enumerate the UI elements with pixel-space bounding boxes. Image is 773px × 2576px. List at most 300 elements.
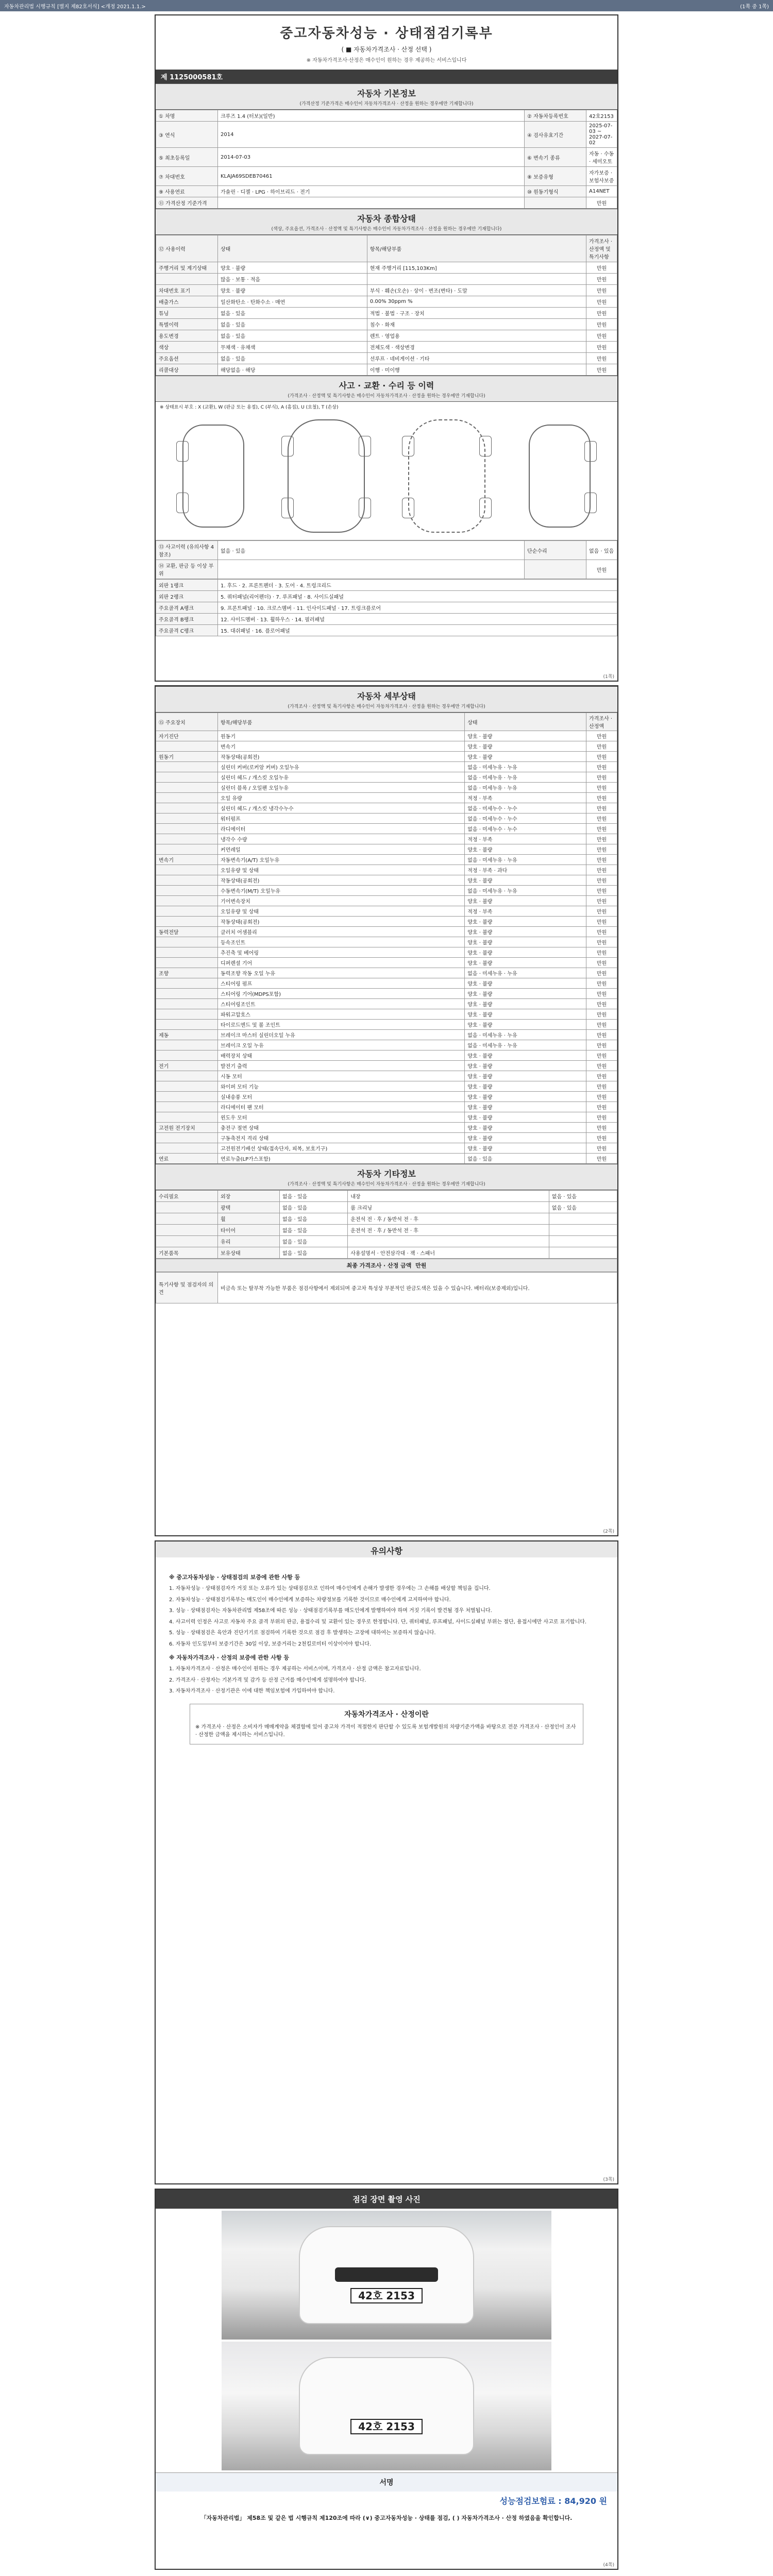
detail-status-cell: [156, 803, 218, 814]
detail-status-row: [156, 1081, 617, 1092]
overall-status-cell: 부식 · 훼손(오손) · 상이 · 변조(변타) · 도말: [367, 285, 586, 296]
other-info-row: [156, 1247, 617, 1259]
other-info-cell: 운전석 전 · 후 / 동반석 전 · 후: [348, 1213, 549, 1225]
detail-status-cell: 작동상태(공회전): [218, 875, 465, 886]
accident-history-cell: ⑬ 사고이력 (유의사항 4 참조): [156, 541, 218, 560]
detail-status-cell: [156, 989, 218, 999]
overall-status-cell: 차대번호 표기: [156, 285, 218, 296]
overall-status-cell: 만원: [586, 330, 617, 342]
page-2: [155, 685, 618, 1536]
detail-status-cell: [156, 958, 218, 968]
basic-info-cell: ⑩ 원동기형식: [525, 186, 586, 197]
detail-status-cell: [156, 978, 218, 989]
other-info-cell: 기본품목: [156, 1247, 218, 1259]
detail-status-cell: 실린더 헤드 / 개스킷 냉각수누수: [218, 803, 465, 814]
detail-status-row: [156, 814, 617, 824]
detail-status-cell: 양호 · 불량: [465, 958, 586, 968]
overall-status-cell: 무채색 · 유채색: [218, 342, 367, 353]
detail-status-cell: [156, 824, 218, 834]
detail-status-cell: [156, 1133, 218, 1143]
detail-status-cell: 적정 · 부족: [465, 834, 586, 844]
overall-status-cell: 만원: [586, 353, 617, 364]
page-label: (1쪽): [603, 674, 614, 680]
overall-status-cell: 없음 · 있음: [218, 353, 367, 364]
overall-status-cell: 없음 · 있음: [218, 308, 367, 319]
detail-status-cell: 만원: [586, 1112, 617, 1123]
overall-status-cell: 용도변경: [156, 330, 218, 342]
insurance-fee: 성능점검보험료 : 84,920 원: [499, 2496, 607, 2506]
overall-status-cell: 양호 · 불량: [218, 262, 367, 274]
detail-status-cell: [156, 1040, 218, 1050]
detail-status-row: [156, 1040, 617, 1050]
detail-status-cell: 없음 · 미세누유 · 누유: [465, 855, 586, 865]
detail-status-cell: [156, 1092, 218, 1102]
panel-rank-row: [156, 625, 617, 636]
other-info-cell: 없음 · 있음: [280, 1225, 348, 1236]
detail-status-cell: 워터펌프: [218, 814, 465, 824]
basic-info-cell: ⑨ 사용연료: [156, 186, 218, 197]
detail-status-cell: [156, 1020, 218, 1030]
detail-status-header-cell: 가격조사 · 산정액: [586, 713, 617, 731]
detail-status-row: [156, 1112, 617, 1123]
detail-status-cell: 와이퍼 모터 기능: [218, 1081, 465, 1092]
accident-history-row: [156, 560, 617, 579]
detail-status-cell: 만원: [586, 989, 617, 999]
basic-info-cell: ⑧ 보증유형: [525, 167, 586, 186]
other-info-cell: [348, 1236, 549, 1247]
overall-status-row: [156, 319, 617, 330]
detail-status-cell: 없음 · 미세누유 · 누유: [465, 1040, 586, 1050]
detail-status-cell: 양호 · 불량: [465, 1009, 586, 1020]
detail-status-cell: 만원: [586, 865, 617, 875]
detail-status-cell: [156, 947, 218, 958]
detail-status-cell: 실린더 헤드 / 개스킷 오일누유: [218, 772, 465, 783]
detail-status-cell: [156, 1081, 218, 1092]
detail-status-row: [156, 1102, 617, 1112]
accident-history-cell: 단순수리: [525, 541, 586, 560]
detail-status-cell: 만원: [586, 958, 617, 968]
detail-status-cell: 스티어링 기어(MDPS포함): [218, 989, 465, 999]
detail-status-cell: 만원: [586, 731, 617, 741]
overall-status-cell: 0.00% 30ppm %: [367, 296, 586, 308]
detail-status-cell: 만원: [586, 896, 617, 906]
overall-status-header-cell: 항목/해당부품: [367, 235, 586, 262]
detail-status-row: [156, 844, 617, 855]
overall-status-cell: 튜닝: [156, 308, 218, 319]
detail-status-cell: 양호 · 불량: [465, 875, 586, 886]
detail-status-row: [156, 958, 617, 968]
overall-status-header-cell: 가격조사 · 산정액 및 특기사항: [586, 235, 617, 262]
price-survey-box-text: ※ 가격조사 · 산정은 소비자가 매매계약을 체결함에 있어 중고차 가격이 적절한지 판단할 수 있도록 보험개발원의 차량기준가액을 바탕으로 전문 가격조사 · 산정인이 조사 · 산정한 금액을 제시하는 서비스입니다.: [195, 1724, 576, 1738]
detail-status-cell: [156, 865, 218, 875]
basic-info-note: (가격산정 기준가격은 매수인이 자동차가격조사 · 산정을 원하는 경우에만 기재합니다): [156, 100, 617, 110]
detail-status-cell: 만원: [586, 978, 617, 989]
overall-status-cell: 없음 · 있음: [218, 330, 367, 342]
overall-status-cell: 만원: [586, 285, 617, 296]
detail-status-cell: 양호 · 불량: [465, 752, 586, 762]
overall-status-cell: [156, 274, 218, 285]
detail-status-cell: 만원: [586, 803, 617, 814]
overall-status-cell: 만원: [586, 342, 617, 353]
price-survey-box-title: 자동차가격조사 · 산정이란: [344, 1710, 429, 1719]
other-info-cell: [549, 1225, 617, 1236]
other-info-row: [156, 1225, 617, 1236]
document-subtitle: ( ■ 자동차가격조사 · 산정 선택 ): [341, 46, 432, 53]
detail-status-cell: 없음 · 미세누수 · 누수: [465, 803, 586, 814]
detail-status-table: [156, 713, 617, 1164]
note-item: 3. 성능 · 상태점검자는 자동차관리법 제58조에 따른 성능 · 상태점검기록부를 매도인에게 발행하여야 하며 거짓 기록이 발견될 경우 처벌됩니다.: [169, 1608, 492, 1614]
other-info-row: [156, 1236, 617, 1247]
other-info-cell: 유리: [218, 1236, 280, 1247]
detail-status-cell: 작동상태(공회전): [218, 752, 465, 762]
detail-status-cell: 시동 모터: [218, 1071, 465, 1081]
detail-status-cell: 윈도우 모터: [218, 1112, 465, 1123]
page-count: (1쪽 중 1쪽): [740, 4, 769, 10]
panel-rank-cell: 주요골격 A랭크: [156, 602, 218, 614]
detail-status-row: [156, 886, 617, 896]
detail-status-row: [156, 855, 617, 865]
accident-history-note: (가격조사 · 산정액 및 특기사항은 매수인이 자동차가격조사 · 산정을 원하는 경우에만 기재합니다): [156, 392, 617, 402]
page-3: [155, 1540, 618, 2184]
car-underbody-diagram: [408, 419, 485, 533]
detail-status-row: [156, 1030, 617, 1040]
detail-status-cell: 만원: [586, 844, 617, 855]
overall-status-cell: 양호 · 불량: [218, 285, 367, 296]
other-info-cell: 광택: [218, 1202, 280, 1213]
overall-status-cell: 만원: [586, 296, 617, 308]
basic-info-cell: ⑦ 차대번호: [156, 167, 218, 186]
detail-status-cell: 디퍼렌셜 기어: [218, 958, 465, 968]
detail-status-cell: 원동기: [218, 731, 465, 741]
panel-rank-cell: 9. 프론트패널 · 10. 크로스멤버 · 11. 인사이드패널 · 17. 트렁크플로어: [218, 602, 617, 614]
top-bar: [0, 0, 773, 11]
detail-status-row: [156, 968, 617, 978]
detail-status-row: [156, 906, 617, 917]
panel-rank-cell: 외판 2랭크: [156, 591, 218, 602]
certification-statement: 「자동차관리법」 제58조 및 같은 법 시행규칙 제120조에 따라 (∨) 중고자동차성능 · 상태를 점검, ( ) 자동차가격조사 · 산정 하였음을 확인합니다.: [200, 2515, 573, 2521]
notes-body: [156, 1557, 617, 1763]
inspection-photo-rear: [222, 2342, 551, 2470]
detail-status-cell: 자기진단: [156, 731, 218, 741]
detail-status-cell: 없음 · 미세누유 · 누유: [465, 968, 586, 978]
notes-list-1: [169, 1585, 604, 1648]
overall-status-cell: 색상: [156, 342, 218, 353]
special-notes-table: [156, 1272, 617, 1303]
detail-status-cell: 양호 · 불량: [465, 999, 586, 1009]
detail-status-row: [156, 783, 617, 793]
detail-status-cell: 스티어링조인트: [218, 999, 465, 1009]
other-info-cell: 타이어: [218, 1225, 280, 1236]
basic-info-cell: KLAJA69SDEB70461: [218, 167, 525, 186]
detail-status-row: [156, 989, 617, 999]
detail-status-header-cell: 항목/해당부품: [218, 713, 465, 731]
basic-info-row: [156, 122, 617, 148]
accident-history-row: [156, 541, 617, 560]
detail-status-cell: 만원: [586, 1081, 617, 1092]
other-info-cell: [549, 1213, 617, 1225]
detail-status-row: [156, 1143, 617, 1154]
photos-title: 점검 장면 촬영 사진: [156, 2190, 617, 2209]
detail-status-cell: 없음 · 미세누수 · 누수: [465, 814, 586, 824]
basic-info-cell: 2025-07-03 ~ 2027-07-02: [586, 122, 617, 148]
detail-status-header-cell: 상태: [465, 713, 586, 731]
detail-status-cell: 배력장치 상태: [218, 1050, 465, 1061]
basic-info-cell: 2014: [218, 122, 525, 148]
other-info-cell: 내장: [348, 1191, 549, 1202]
detail-status-row: [156, 762, 617, 772]
detail-status-cell: 만원: [586, 1143, 617, 1154]
detail-status-row: [156, 1020, 617, 1030]
car-right-side-diagram: [529, 425, 591, 528]
detail-status-cell: 적정 · 부족: [465, 906, 586, 917]
detail-status-row: [156, 1050, 617, 1061]
basic-info-cell: 자동 · 수동 · 세미오토: [586, 148, 617, 167]
detail-status-cell: 없음 · 미세누유 · 누유: [465, 762, 586, 772]
overall-status-cell: 렌트 · 영업용: [367, 330, 586, 342]
overall-status-cell: 리콜대상: [156, 364, 218, 376]
detail-status-row: [156, 1123, 617, 1133]
overall-status-header-cell: 상태: [218, 235, 367, 262]
other-info-row: [156, 1191, 617, 1202]
other-info-cell: 없음 · 있음: [549, 1191, 617, 1202]
detail-status-cell: 없음 · 미세누유 · 누유: [465, 783, 586, 793]
detail-status-cell: 만원: [586, 824, 617, 834]
detail-status-row: [156, 731, 617, 741]
detail-status-cell: 만원: [586, 834, 617, 844]
page-label: (4쪽): [603, 2563, 614, 2568]
signature-row: [156, 2472, 617, 2492]
basic-info-cell: ⑪ 가격산정 기준가격: [156, 197, 218, 209]
other-info-row: [156, 1202, 617, 1213]
accident-history-table: [156, 540, 617, 579]
other-info-cell: [156, 1202, 218, 1213]
detail-status-cell: [156, 783, 218, 793]
overall-status-row: [156, 308, 617, 319]
detail-status-cell: [156, 896, 218, 906]
detail-status-cell: 실내송풍 모터: [218, 1092, 465, 1102]
basic-info-row: [156, 167, 617, 186]
detail-status-cell: 양호 · 불량: [465, 1143, 586, 1154]
other-info-cell: 없음 · 있음: [280, 1236, 348, 1247]
special-notes-text: 비금속 또는 탈부착 가능한 부품은 점검사항에서 제외되며 중고차 특성상 부분적인 판금도색은 있을 수 있습니다. 배터리(보증제외)입니다.: [218, 1273, 617, 1303]
detail-status-cell: 만원: [586, 1020, 617, 1030]
detail-status-cell: 만원: [586, 1154, 617, 1164]
detail-status-row: [156, 803, 617, 814]
overall-status-cell: 만원: [586, 308, 617, 319]
detail-status-cell: [156, 844, 218, 855]
other-info-cell: 운전석 전 · 후 / 동반석 전 · 후: [348, 1225, 549, 1236]
detail-status-cell: 만원: [586, 947, 617, 958]
detail-status-cell: [156, 814, 218, 824]
detail-status-cell: 실린더 블록 / 오일팬 오일누유: [218, 783, 465, 793]
basic-info-cell: ① 차명: [156, 110, 218, 122]
note-item: 5. 성능 · 상태점검은 육안과 진단기기로 점검하여 기록한 것으로 점검 후 발생하는 고장에 대하여는 보증하지 않습니다.: [169, 1630, 436, 1636]
basic-info-row: [156, 110, 617, 122]
detail-status-row: [156, 947, 617, 958]
detail-status-header-cell: ⑮ 주요장치: [156, 713, 218, 731]
status-legend: ※ 상태표시 부호 : X (교환), W (판금 또는 용접), C (부식), A (흠집), U (요철), T (손상): [160, 405, 339, 410]
detail-status-cell: 실린더 커버(로커암 커버) 오일누유: [218, 762, 465, 772]
other-info-row: [156, 1213, 617, 1225]
notes-title: 유의사항: [156, 1541, 617, 1557]
overall-status-row: [156, 274, 617, 285]
detail-status-cell: 없음 · 미세누유 · 누유: [465, 772, 586, 783]
detail-status-cell: 만원: [586, 917, 617, 927]
car-rear-image: [299, 2357, 474, 2455]
header-note: ※ 자동차가격조사·산정은 매수인이 원하는 경우 제공하는 서비스입니다: [306, 58, 467, 63]
detail-status-cell: 만원: [586, 762, 617, 772]
overall-status-header-cell: ⑫ 사용이력: [156, 235, 218, 262]
overall-status-cell: 많음 · 보통 · 적음: [218, 274, 367, 285]
detail-status-cell: 브레이크 오일 누유: [218, 1040, 465, 1050]
document-title: 중고자동차성능 · 상태점검기록부: [280, 26, 493, 41]
detail-status-cell: 만원: [586, 752, 617, 762]
detail-status-cell: [156, 917, 218, 927]
detail-status-cell: [156, 886, 218, 896]
detail-status-cell: 자동변속기(A/T) 오일누유: [218, 855, 465, 865]
detail-status-cell: 고전원 전기장치: [156, 1123, 218, 1133]
inspection-photo-front: [222, 2211, 551, 2340]
note-item: 6. 자동차 인도일부터 보증기간은 30일 이상, 보증거리는 2천킬로미터 이상이어야 합니다.: [169, 1641, 372, 1647]
detail-status-cell: [156, 762, 218, 772]
overall-status-cell: 해당없음 · 해당: [218, 364, 367, 376]
detail-status-cell: 수동변속기(M/T) 오일누유: [218, 886, 465, 896]
detail-status-cell: 없음 · 미세누유 · 누유: [465, 1030, 586, 1040]
detail-status-row: [156, 927, 617, 937]
other-info-cell: 없음 · 있음: [280, 1202, 348, 1213]
detail-status-cell: 없음 · 있음: [465, 1154, 586, 1164]
overall-status-table: [156, 235, 617, 376]
license-plate-front: 42호 2153: [350, 2288, 423, 2303]
accident-history-cell: 만원: [586, 560, 617, 579]
detail-status-cell: [156, 1143, 218, 1154]
detail-status-cell: 클러치 어셈블리: [218, 927, 465, 937]
detail-status-cell: [156, 1112, 218, 1123]
accident-history-cell: [218, 560, 525, 579]
detail-status-cell: 라디에이터 팬 모터: [218, 1102, 465, 1112]
detail-status-cell: 변속기: [156, 855, 218, 865]
detail-status-cell: 변속기: [218, 741, 465, 752]
detail-status-cell: 양호 · 불량: [465, 927, 586, 937]
detail-status-cell: [156, 999, 218, 1009]
detail-status-cell: 원동기: [156, 752, 218, 762]
basic-info-cell: ③ 연식: [156, 122, 218, 148]
detail-status-row: [156, 1071, 617, 1081]
detail-status-row: [156, 752, 617, 762]
basic-info-cell: ⑥ 변속기 종류: [525, 148, 586, 167]
overall-status-header-row: [156, 235, 617, 262]
detail-status-row: [156, 937, 617, 947]
detail-status-cell: 양호 · 불량: [465, 1050, 586, 1061]
basic-info-row: [156, 197, 617, 209]
other-info-cell: [156, 1213, 218, 1225]
basic-info-cell: 크루즈 1.4 (터보)(일반): [218, 110, 525, 122]
basic-info-row: [156, 148, 617, 167]
overall-status-cell: 없음 · 있음: [218, 319, 367, 330]
detail-status-cell: 만원: [586, 1030, 617, 1040]
car-top-view-diagram: [288, 419, 365, 533]
detail-status-row: [156, 834, 617, 844]
other-info-table: [156, 1190, 617, 1259]
basic-info-cell: [525, 197, 586, 209]
detail-status-cell: [156, 772, 218, 783]
panel-rank-cell: 주요골격 C랭크: [156, 625, 218, 636]
detail-status-cell: 만원: [586, 741, 617, 752]
price-survey-box: [190, 1704, 583, 1745]
detail-status-cell: [156, 1102, 218, 1112]
basic-info-table: [156, 110, 617, 209]
detail-status-cell: 오일유량 및 상태: [218, 906, 465, 917]
detail-status-cell: 적정 · 부족: [465, 793, 586, 803]
page-4: [155, 2189, 618, 2570]
detail-status-cell: 양호 · 불량: [465, 1081, 586, 1092]
overall-status-row: [156, 342, 617, 353]
basic-info-cell: ⑤ 최초등록일: [156, 148, 218, 167]
detail-status-cell: [156, 1009, 218, 1020]
detail-status-row: [156, 917, 617, 927]
detail-status-row: [156, 1061, 617, 1071]
basic-info-cell: 자가보증 · 보험사보증: [586, 167, 617, 186]
basic-info-cell: ④ 검사유효기간: [525, 122, 586, 148]
detail-status-cell: 만원: [586, 875, 617, 886]
basic-info-cell: 2014-07-03: [218, 148, 525, 167]
detail-status-cell: 양호 · 불량: [465, 741, 586, 752]
detail-status-cell: 만원: [586, 927, 617, 937]
detail-status-cell: 만원: [586, 1050, 617, 1061]
other-info-title: 자동차 기타정보: [156, 1164, 617, 1180]
detail-status-cell: 파워고압호스: [218, 1009, 465, 1020]
overall-status-cell: 만원: [586, 319, 617, 330]
special-notes-label: 특기사항 및 점검자의 의견: [156, 1273, 218, 1303]
overall-status-row: [156, 330, 617, 342]
detail-status-row: [156, 741, 617, 752]
detail-status-cell: 만원: [586, 1102, 617, 1112]
basic-info-cell: ② 자동차등록번호: [525, 110, 586, 122]
detail-status-row: [156, 1154, 617, 1164]
panel-rank-row: [156, 591, 617, 602]
detail-status-cell: 만원: [586, 814, 617, 824]
detail-status-cell: 없음 · 미세누유 · 누유: [465, 886, 586, 896]
detail-status-row: [156, 978, 617, 989]
overall-status-cell: 특별이력: [156, 319, 218, 330]
detail-status-cell: 만원: [586, 886, 617, 896]
overall-status-row: [156, 285, 617, 296]
other-info-cell: 수리필요: [156, 1191, 218, 1202]
overall-status-cell: 침수 · 화재: [367, 319, 586, 330]
detail-status-cell: 양호 · 불량: [465, 989, 586, 999]
detail-status-cell: 등속조인트: [218, 937, 465, 947]
detail-status-row: [156, 772, 617, 783]
other-info-cell: [156, 1225, 218, 1236]
notes-list-2: [169, 1665, 604, 1696]
detail-status-row: [156, 793, 617, 803]
detail-status-cell: 양호 · 불량: [465, 1133, 586, 1143]
detail-status-cell: [156, 1071, 218, 1081]
note-item: 1. 자동차가격조사 · 산정은 매수인이 원하는 경우 제공하는 서비스이며, 가격조사 · 산정 금액은 참고자료입니다.: [169, 1666, 421, 1672]
basic-info-title: 자동차 기본정보: [156, 83, 617, 100]
other-info-cell: 사용설명서 · 안전삼각대 · 잭 · 스패너: [348, 1247, 549, 1259]
form-reference: 자동차관리법 시행규칙 [별지 제82호서식] <개정 2021.1.1.>: [4, 4, 146, 10]
detail-status-note: (가격조사 · 산정액 및 특기사항은 매수인이 자동차가격조사 · 산정을 원하는 경우에만 기재합니다): [156, 703, 617, 713]
detail-status-cell: [156, 741, 218, 752]
detail-status-cell: 만원: [586, 968, 617, 978]
detail-status-cell: 제동: [156, 1030, 218, 1040]
detail-status-cell: 없음 · 미세누수 · 누수: [465, 824, 586, 834]
overall-status-row: [156, 364, 617, 376]
detail-status-row: [156, 1133, 617, 1143]
detail-status-cell: 타이로드엔드 및 볼 조인트: [218, 1020, 465, 1030]
note-item: 2. 자동차성능 · 상태점검기록부는 매도인이 매수인에게 보증하는 차량정보를 기록한 것이므로 매수인에게 고지하여야 합니다.: [169, 1597, 451, 1603]
